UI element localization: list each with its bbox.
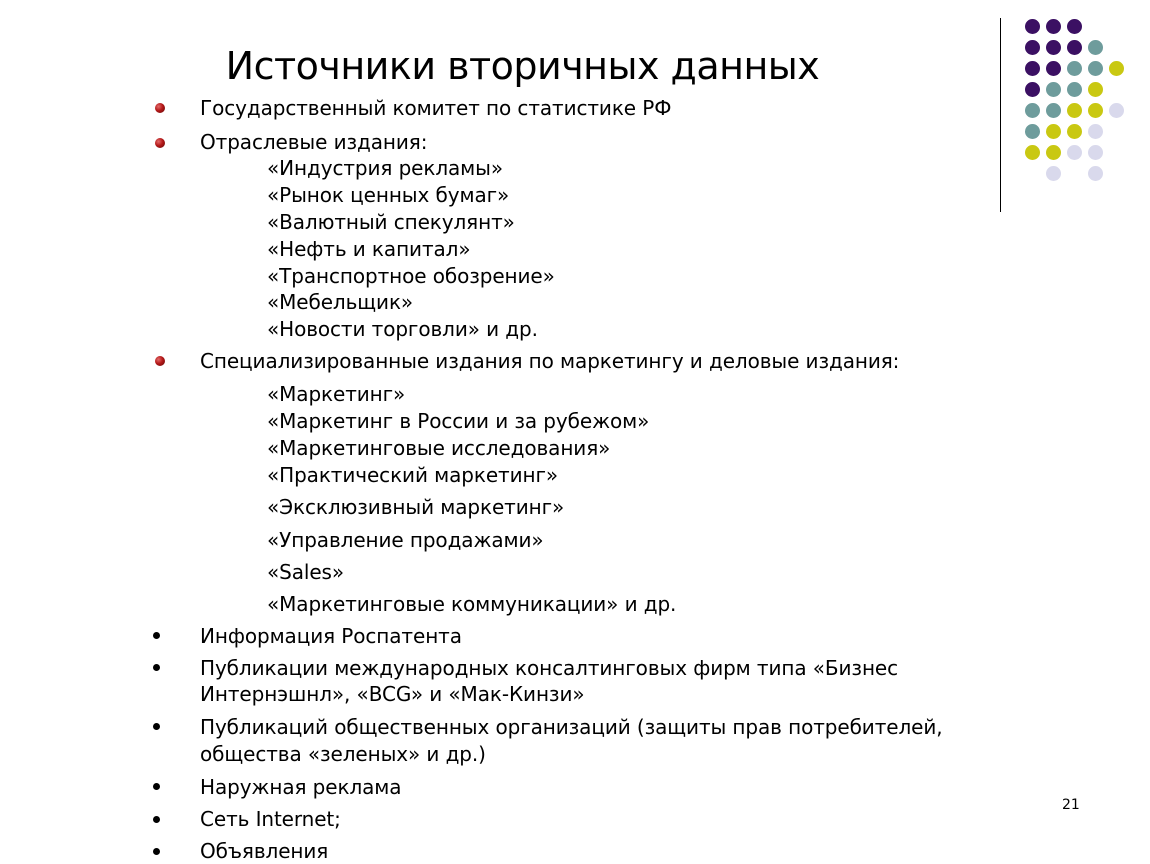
bullet-red-icon <box>155 103 165 113</box>
bullet-black-icon <box>153 664 160 671</box>
bullet-red-icon <box>155 356 165 366</box>
decor-dot <box>1046 166 1061 181</box>
list-subitem: «Рынок ценных бумаг» <box>267 183 510 207</box>
list-subitem: «Практический маркетинг» <box>267 463 558 487</box>
list-subitem: «Мебельщик» <box>267 290 414 314</box>
decor-dot <box>1067 82 1082 97</box>
decor-dot <box>1088 124 1103 139</box>
decor-dot <box>1067 19 1082 34</box>
decor-dot <box>1046 61 1061 76</box>
list-item: Сеть Internet; <box>200 807 341 831</box>
bullet-black-icon <box>153 816 160 823</box>
list-subitem: «Sales» <box>267 560 345 584</box>
list-subitem: «Индустрия рекламы» <box>267 156 504 180</box>
decor-dot <box>1046 103 1061 118</box>
list-item: Специализированные издания по маркетингу и деловые издания: <box>200 349 900 373</box>
decor-dot <box>1046 145 1061 160</box>
decor-dot <box>1025 61 1040 76</box>
list-item: Информация Роспатента <box>200 624 462 648</box>
list-item: Публикаций общественных организаций (защиты прав потребителей, <box>200 715 943 739</box>
vertical-divider <box>1000 18 1001 212</box>
decor-dot <box>1067 40 1082 55</box>
decor-dot <box>1067 145 1082 160</box>
list-subitem: «Маркетинг в России и за рубежом» <box>267 409 650 433</box>
list-subitem: «Транспортное обозрение» <box>267 264 555 288</box>
list-subitem: «Маркетинг» <box>267 382 406 406</box>
list-subitem: «Валютный спекулянт» <box>267 210 515 234</box>
decor-dot <box>1046 124 1061 139</box>
list-subitem: «Маркетинговые исследования» <box>267 436 611 460</box>
decor-dot <box>1025 40 1040 55</box>
list-subitem: «Нефть и капитал» <box>267 237 471 261</box>
bullet-black-icon <box>153 848 160 855</box>
list-subitem: «Управление продажами» <box>267 528 544 552</box>
bullet-red-icon <box>155 138 165 148</box>
decor-dot <box>1088 82 1103 97</box>
decor-dot <box>1025 82 1040 97</box>
list-subitem: «Новости торговли» и др. <box>267 317 538 341</box>
decor-dot <box>1088 145 1103 160</box>
decor-dot <box>1088 103 1103 118</box>
list-item: Объявления <box>200 839 329 863</box>
decor-dot <box>1046 40 1061 55</box>
decor-dot <box>1067 124 1082 139</box>
decor-dot <box>1025 124 1040 139</box>
list-item: Наружная реклама <box>200 775 402 799</box>
decor-dot <box>1025 145 1040 160</box>
list-item: Отраслевые издания: <box>200 130 428 154</box>
slide-title: Источники вторичных данных <box>225 44 820 88</box>
decor-dot <box>1046 82 1061 97</box>
bullet-black-icon <box>153 632 160 639</box>
decor-dot <box>1046 19 1061 34</box>
decor-dot <box>1088 166 1103 181</box>
list-item: Публикации международных консалтинговых фирм типа «Бизнес <box>200 656 899 680</box>
decor-dot <box>1088 61 1103 76</box>
decor-dot <box>1067 61 1082 76</box>
decor-dot <box>1109 61 1124 76</box>
page-number: 21 <box>1062 797 1080 813</box>
list-item-continuation: общества «зеленых» и др.) <box>200 742 486 766</box>
list-item: Государственный комитет по статистике РФ <box>200 96 672 120</box>
bullet-black-icon <box>153 723 160 730</box>
list-subitem: «Эксклюзивный маркетинг» <box>267 495 565 519</box>
decor-dot <box>1025 103 1040 118</box>
decor-dot <box>1025 19 1040 34</box>
list-item-continuation: Интернэшнл», «BCG» и «Мак-Кинзи» <box>200 682 585 706</box>
decor-dot <box>1067 103 1082 118</box>
decor-dot <box>1109 103 1124 118</box>
bullet-black-icon <box>153 783 160 790</box>
list-subitem: «Маркетинговые коммуникации» и др. <box>267 592 677 616</box>
decor-dot <box>1088 40 1103 55</box>
